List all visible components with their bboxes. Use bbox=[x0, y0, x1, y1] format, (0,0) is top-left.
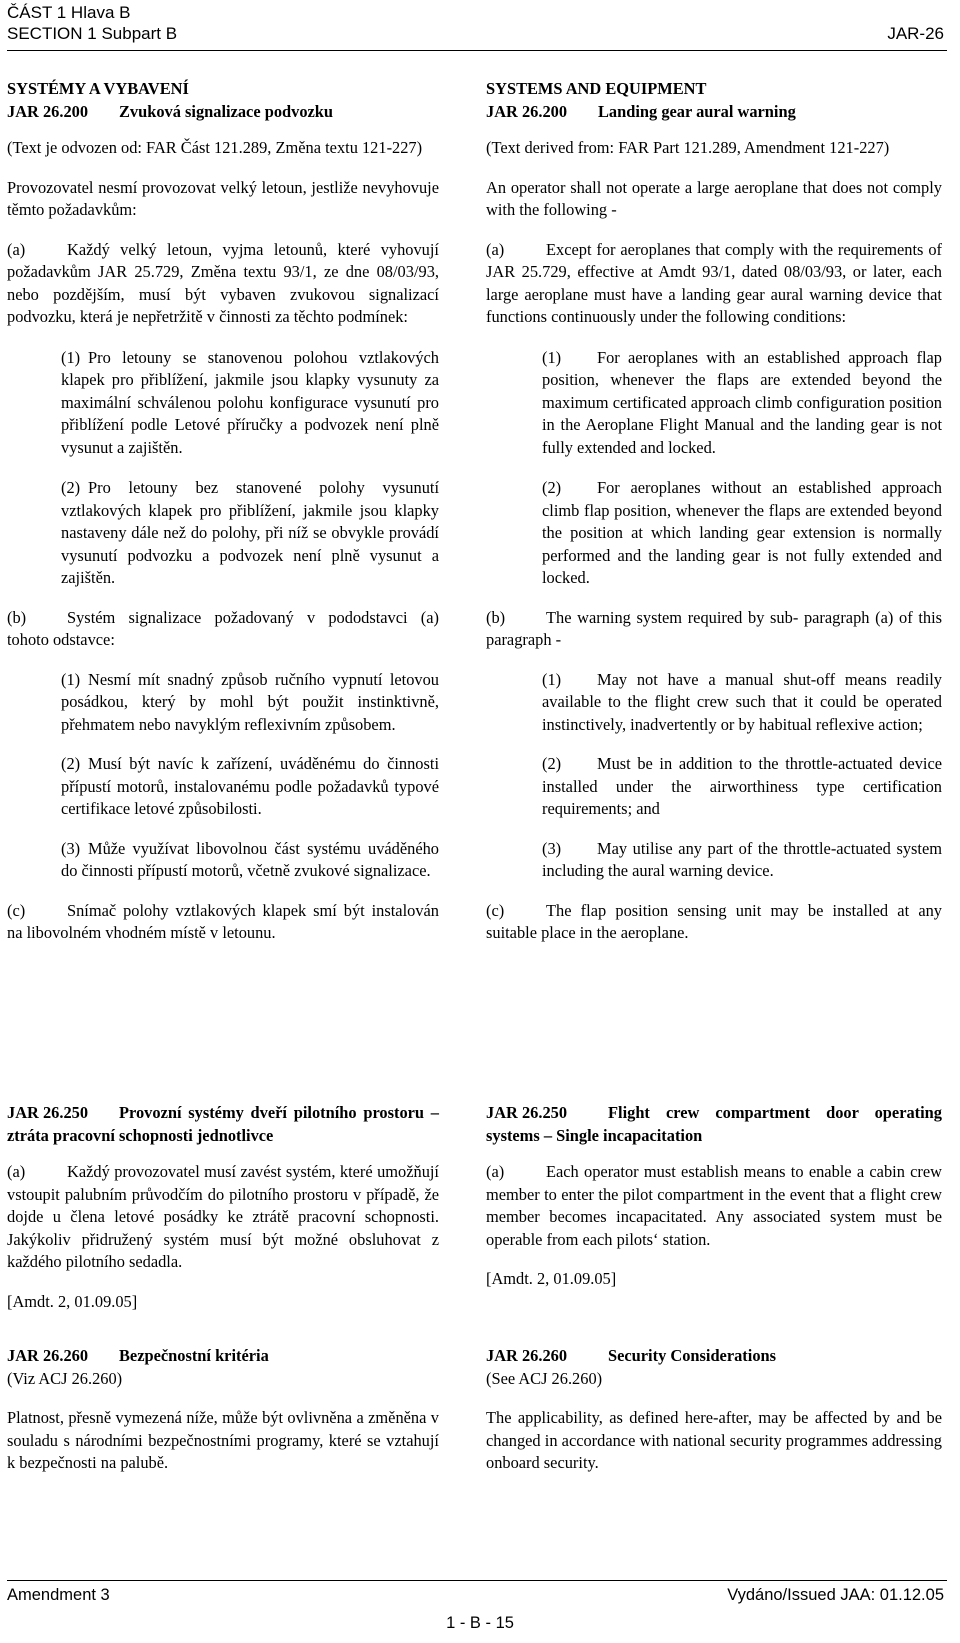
section-heading-26-260: JAR 26.260 Bezpečnostní kritéria bbox=[7, 1346, 269, 1365]
header-part-en: SECTION 1 Subpart B bbox=[7, 24, 178, 43]
section-group-title: SYSTÉMY A VYBAVENÍ bbox=[7, 79, 189, 98]
paragraph-b3: (3) Může využívat libovolnou část systému uváděného do činnosti přípustí motorů, včetně zvukové signalizace. bbox=[61, 838, 439, 880]
section-group-title: SYSTEMS AND EQUIPMENT bbox=[486, 79, 707, 98]
footer-amendment: Amendment 3 bbox=[7, 1586, 110, 1604]
paragraph-a2: (2) Pro letouny bez stanovené polohy vysunutí vztlakových klapek pro přiblížení, jakmile jsou klapky nastaveny dále než do polohy, při níž se obvykle provádí vysunutí podvozku a podvozek není plně vysunut a zajištěn. bbox=[61, 478, 439, 587]
paragraph-c: (c) The flap position sensing unit may be installed at any suitable place in the aeroplane. bbox=[486, 900, 942, 942]
paragraph-b1: (1) Nesmí mít snadný způsob ručního vypnutí letovou posádkou, který by mohl být použit instinktivně, přehmatem nebo navyklým reflexivním způsobem. bbox=[61, 669, 439, 734]
paragraph-250-a: (a) Each operator must establish means to enable a cabin crew member to enter the pilot compartment in the event that a flight crew member becomes incapacitated. Any associated system must be operable from each pilots‘ station. bbox=[486, 1162, 942, 1249]
amendment-note: [Amdt. 2, 01.09.05] bbox=[486, 1269, 617, 1288]
header-doc-code: JAR-26 bbox=[887, 24, 944, 43]
right-column-bottom bbox=[486, 1345, 942, 1475]
paragraph-b: (b) Systém signalizace požadovaný v pododstavci (a) tohoto odstavce: bbox=[7, 607, 439, 649]
paragraph-250-a: (a) Každý provozovatel musí zavést systém, které umožňují vstoupit palubním průvodčím do pilotního prostoru v případě, že dojde u člena letové posádky ke ztrátě pracovní schopnosti. Jakýkoliv přidružený systém musí být možné obsluhovat z každého pilotního sedadla. bbox=[7, 1162, 439, 1271]
intro-paragraph: Provozovatel nesmí provozovat velký letoun, jestliže nevyhovuje těmto požadavkům: bbox=[7, 177, 439, 219]
header-rule bbox=[7, 50, 947, 51]
right-column bbox=[486, 78, 942, 945]
paragraph-a2: (2) For aeroplanes without an established approach climb flap position, whenever the flaps are extended beyond the position at which landing gear extension is normally performed and the landing gear is not fully extended and locked. bbox=[542, 478, 942, 587]
intro-paragraph: An operator shall not operate a large aeroplane that does not comply with the following - bbox=[486, 177, 942, 219]
section-heading-26-200: JAR 26.200 Zvuková signalizace podvozku bbox=[7, 101, 334, 121]
paragraph-b2: (2) Must be in addition to the throttle-actuated device installed under the airworthiness type certification requirements; and bbox=[542, 754, 942, 818]
left-column-bottom bbox=[7, 1345, 439, 1475]
section-heading-26-250: JAR 26.250 Provozní systémy dveří pilotního prostoru – ztráta pracovní schopnosti jednotlivce bbox=[7, 1103, 439, 1145]
paragraph-b2: (2) Musí být navíc k zařízení, uváděnému do činnosti přípustí motorů, instalovanému podle požadavků typové certifikace letové způsobilosti. bbox=[61, 754, 439, 818]
footer-page-number: 1 - B - 15 bbox=[446, 1614, 514, 1632]
paragraph-b: (b) The warning system required by sub- paragraph (a) of this paragraph - bbox=[486, 607, 942, 649]
left-column-lower bbox=[7, 1102, 439, 1313]
paragraph-260: Platnost, přesně vymezená níže, může být ovlivněna a změněna v souladu s národními bezpečnostními programy, které se vztahují k bezpečnosti na palubě. bbox=[7, 1408, 439, 1472]
paragraph-b3: (3) May utilise any part of the throttle-actuated system including the aural warning device. bbox=[542, 838, 942, 880]
paragraph-a: (a) Každý velký letoun, vyjma letounů, které vyhovují požadavkům JAR 25.729, Změna textu 93/1, ze dne 08/03/93, nebo pozdějším, musí být vybaven zvukovou signalizací podvozku, která je nepřetržitě v činnosti za těchto podmínek: bbox=[7, 239, 439, 326]
section-heading-26-200: JAR 26.200 Landing gear aural warning bbox=[486, 101, 796, 121]
acj-reference: (Viz ACJ 26.260) bbox=[7, 1368, 123, 1388]
header-part-cz: ČÁST 1 Hlava B bbox=[7, 3, 131, 22]
paragraph-a1: (1) For aeroplanes with an established approach flap position, whenever the flaps are extended beyond the maximum certificated approach climb configuration position in the Aeroplane Flight Manual and the landing gear is not fully extended and locked. bbox=[542, 347, 942, 457]
paragraph-a1: (1) Pro letouny se stanovenou polohou vztlakových klapek pro přiblížení, jakmile jsou klapky vysunuty za maximální schválenou polohu konfigurace vysunutí pro přiblížení podle Letové příručky a podvozek není plně vysunut a zajištěn. bbox=[61, 347, 439, 457]
left-column bbox=[7, 78, 439, 945]
amendment-note: [Amdt. 2, 01.09.05] bbox=[7, 1291, 138, 1311]
section-heading-26-250: JAR 26.250 Flight crew compartment door operating systems – Single incapacitation bbox=[486, 1103, 942, 1145]
derived-note: (Text derived from: FAR Part 121.289, Amendment 121-227) bbox=[486, 138, 890, 157]
section-heading-26-260: JAR 26.260 Security Considerations bbox=[486, 1346, 777, 1365]
derived-note: (Text je odvozen od: FAR Část 121.289, Změna textu 121-227) bbox=[7, 138, 423, 157]
paragraph-260: The applicability, as defined here-after, may be affected by and be changed in accordance with national security programmes addressing onboard security. bbox=[486, 1408, 942, 1472]
acj-reference: (See ACJ 26.260) bbox=[486, 1368, 603, 1388]
footer-rule bbox=[7, 1580, 947, 1581]
paragraph-a: (a) Except for aeroplanes that comply with the requirements of JAR 25.729, effective at Amdt 93/1, dated 08/03/93, or later, each large aeroplane must have a landing gear aural warning device that functions continuously under the following conditions: bbox=[486, 239, 942, 326]
paragraph-c: (c) Snímač polohy vztlakových klapek smí být instalován na libovolném vhodném místě v letounu. bbox=[7, 900, 439, 942]
right-column-lower bbox=[486, 1102, 942, 1291]
paragraph-b1: (1) May not have a manual shut-off means readily available to the flight crew such that it could be operated instinctively, inadvertently or by habitual reflexive action; bbox=[542, 669, 942, 734]
footer-issued: Vydáno/Issued JAA: 01.12.05 bbox=[727, 1586, 944, 1604]
